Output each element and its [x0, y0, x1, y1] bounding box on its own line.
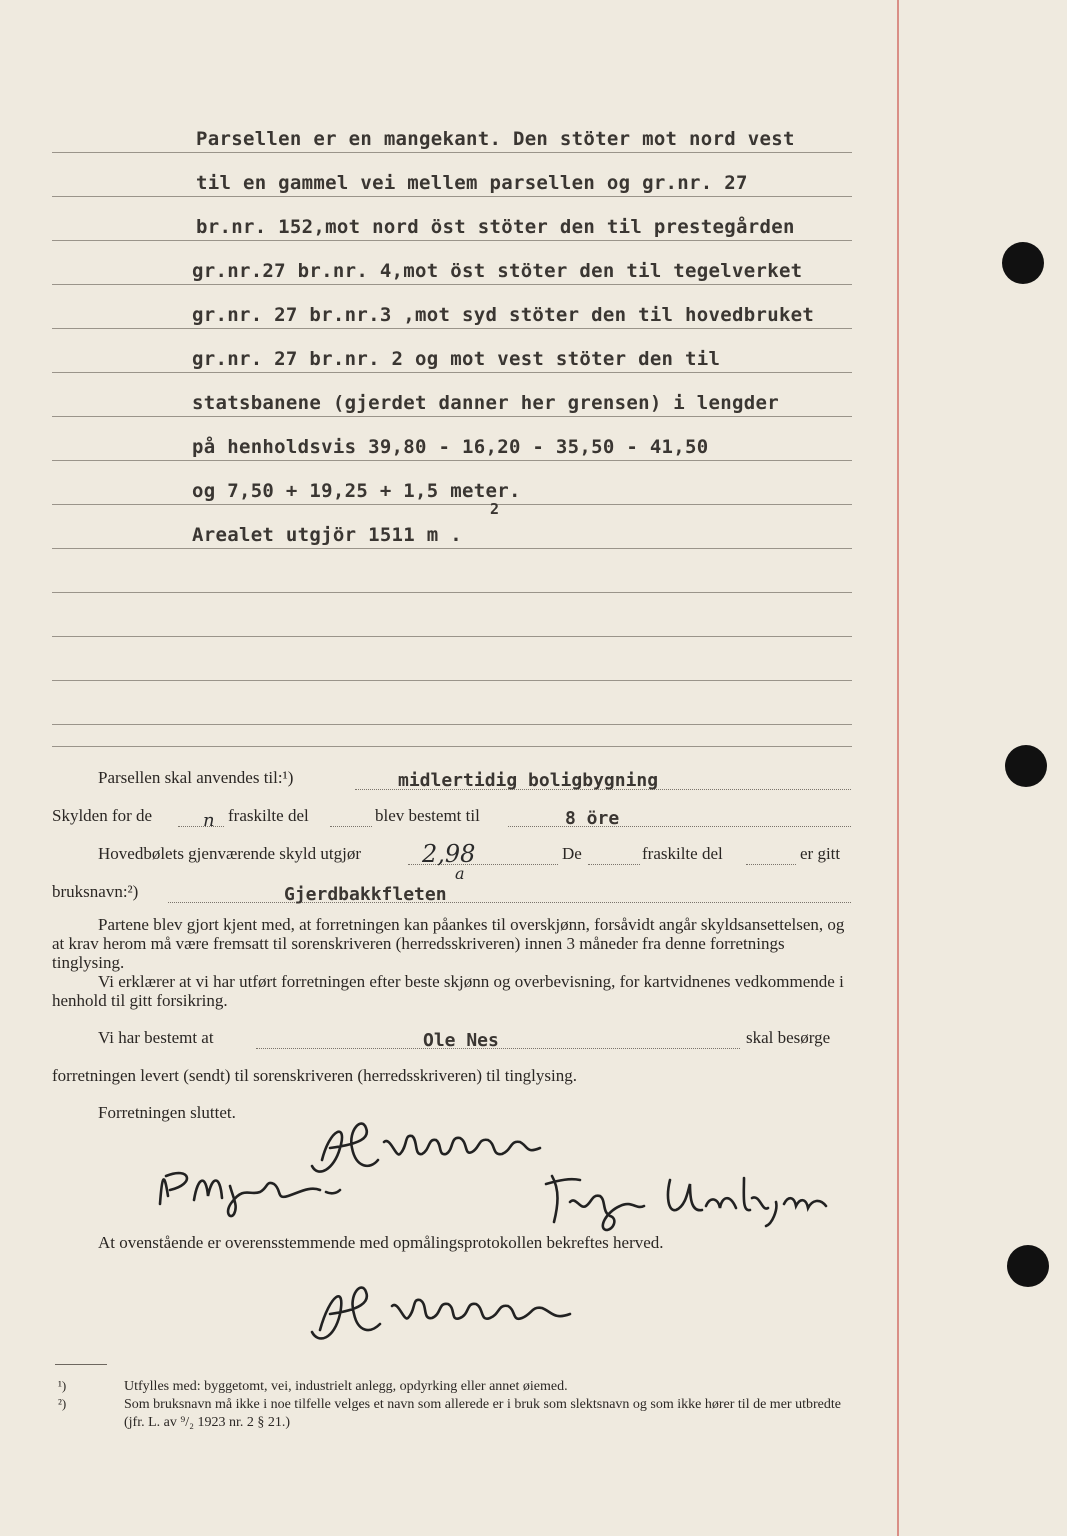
typed-line-8: på henholdsvis 39,80 - 16,20 - 35,50 - 41,50	[192, 436, 709, 458]
skyld-label-b: fraskilte del	[228, 806, 309, 825]
ruled-line	[52, 636, 852, 637]
typed-line-10: Arealet utgjör 1511 m .	[192, 524, 462, 546]
skyld-handmark: n	[203, 810, 215, 831]
assign-value: Ole Nes	[423, 1030, 499, 1051]
skyld-label-a: Skylden for de	[52, 806, 153, 825]
punch-hole-middle	[1005, 745, 1047, 787]
punch-hole-bottom	[1007, 1245, 1049, 1287]
usage-label: Parsellen skal anvendes til:¹)	[98, 768, 294, 787]
remaining-dots-b	[588, 864, 640, 865]
ruled-line	[52, 372, 852, 373]
remaining-label-d: er gitt	[800, 844, 841, 863]
footnote-2: Som bruksnavn må ikke i noe tilfelle velges et navn som allerede er i bruk som slektsnavn og som ikke hører til de mer utbredte (jfr. L. av ⁹/₂ 1923 nr. 2 § 21.)	[124, 1397, 841, 1430]
skyld-dots-b	[330, 826, 372, 827]
skyld-dots-c	[508, 826, 851, 827]
typed-line-5: gr.nr. 27 br.nr.3 ,mot syd stöter den til hovedbruket	[192, 304, 815, 326]
bruksnavn-value: Gjerdbakkfleten	[284, 884, 447, 905]
typed-line-6: gr.nr. 27 br.nr. 2 og mot vest stöter den til	[192, 348, 721, 370]
ruled-line	[52, 416, 852, 417]
skyld-dots-a	[178, 826, 224, 827]
punch-hole-top	[1002, 242, 1044, 284]
assign-label-a: Vi har bestemt at	[98, 1028, 214, 1047]
ruled-line	[52, 328, 852, 329]
ruled-line	[52, 460, 852, 461]
signature-4	[300, 1270, 600, 1350]
signature-2	[150, 1156, 350, 1226]
assign-label-b: skal besørge	[746, 1028, 831, 1047]
bruksnavn-dots	[168, 902, 851, 903]
ruled-line	[52, 152, 852, 153]
bruksnavn-correction: a	[455, 864, 465, 883]
typed-line-7: statsbanene (gjerdet danner her grensen) i lengder	[192, 392, 779, 414]
ruled-line	[52, 284, 852, 285]
typed-line-2: til en gammel vei mellem parsellen og gr.nr. 27	[196, 172, 748, 194]
ruled-line	[52, 680, 852, 681]
footnote-divider	[55, 1364, 107, 1365]
margin-line	[897, 0, 899, 1536]
notice-paragraph: Partene blev gjort kjent med, at forretningen kan påankes til overskjønn, forsåvidt angår skyldsansettelsen, og at krav herom må være fremsatt til sorenskriveren (herredsskriveren) innen 3 måneder fra denne forretnings tinglysing.	[52, 915, 845, 972]
usage-value: midlertidig boligbygning	[398, 770, 659, 791]
ruled-line	[52, 504, 852, 505]
certification-text: At ovenstående er overensstemmende med opmålingsprotokollen bekreftes herved.	[98, 1233, 664, 1252]
bruksnavn-label: bruksnavn:²)	[52, 882, 139, 901]
ruled-line	[52, 240, 852, 241]
ruled-line	[52, 196, 852, 197]
closing-text: Forretningen sluttet.	[98, 1103, 236, 1122]
signature-3	[540, 1166, 840, 1236]
declaration-paragraph: Vi erklærer at vi har utført forretningen efter beste skjønn og overbevisning, for kartvidnenes vedkommende i henhold til gitt forsikring.	[52, 972, 844, 1010]
footnote-1-mark: ¹)	[58, 1378, 67, 1393]
remaining-label: Hovedbølets gjenværende skyld utgjør	[98, 844, 361, 863]
footnote-2-mark: ²)	[58, 1396, 67, 1411]
typed-superscript: 2	[490, 500, 500, 518]
remaining-dots-c	[746, 864, 796, 865]
skyld-label-c: blev bestemt til	[375, 806, 480, 825]
skyld-value: 8 öre	[565, 808, 620, 829]
typed-line-4: gr.nr.27 br.nr. 4,mot öst stöter den til tegelverket	[192, 260, 803, 282]
typed-line-3: br.nr. 152,mot nord öst stöter den til prestegården	[196, 216, 795, 238]
ruled-line	[52, 592, 852, 593]
remaining-label-b: De	[562, 844, 582, 863]
typed-line-9: og 7,50 + 19,25 + 1,5 meter.	[192, 480, 521, 502]
remaining-value: 2,98	[422, 840, 476, 868]
typed-line-1: Parsellen er en mangekant. Den stöter mot nord vest	[196, 128, 795, 150]
footnote-1: Utfylles med: byggetomt, vei, industrielt anlegg, opdyrking eller annet øiemed.	[124, 1379, 568, 1394]
forwarding-text: forretningen levert (sendt) til sorenskriveren (herredsskriveren) til tinglysing.	[52, 1066, 577, 1085]
ruled-line	[52, 724, 852, 725]
ruled-line	[52, 746, 852, 747]
remaining-label-c: fraskilte del	[642, 844, 723, 863]
ruled-line	[52, 548, 852, 549]
